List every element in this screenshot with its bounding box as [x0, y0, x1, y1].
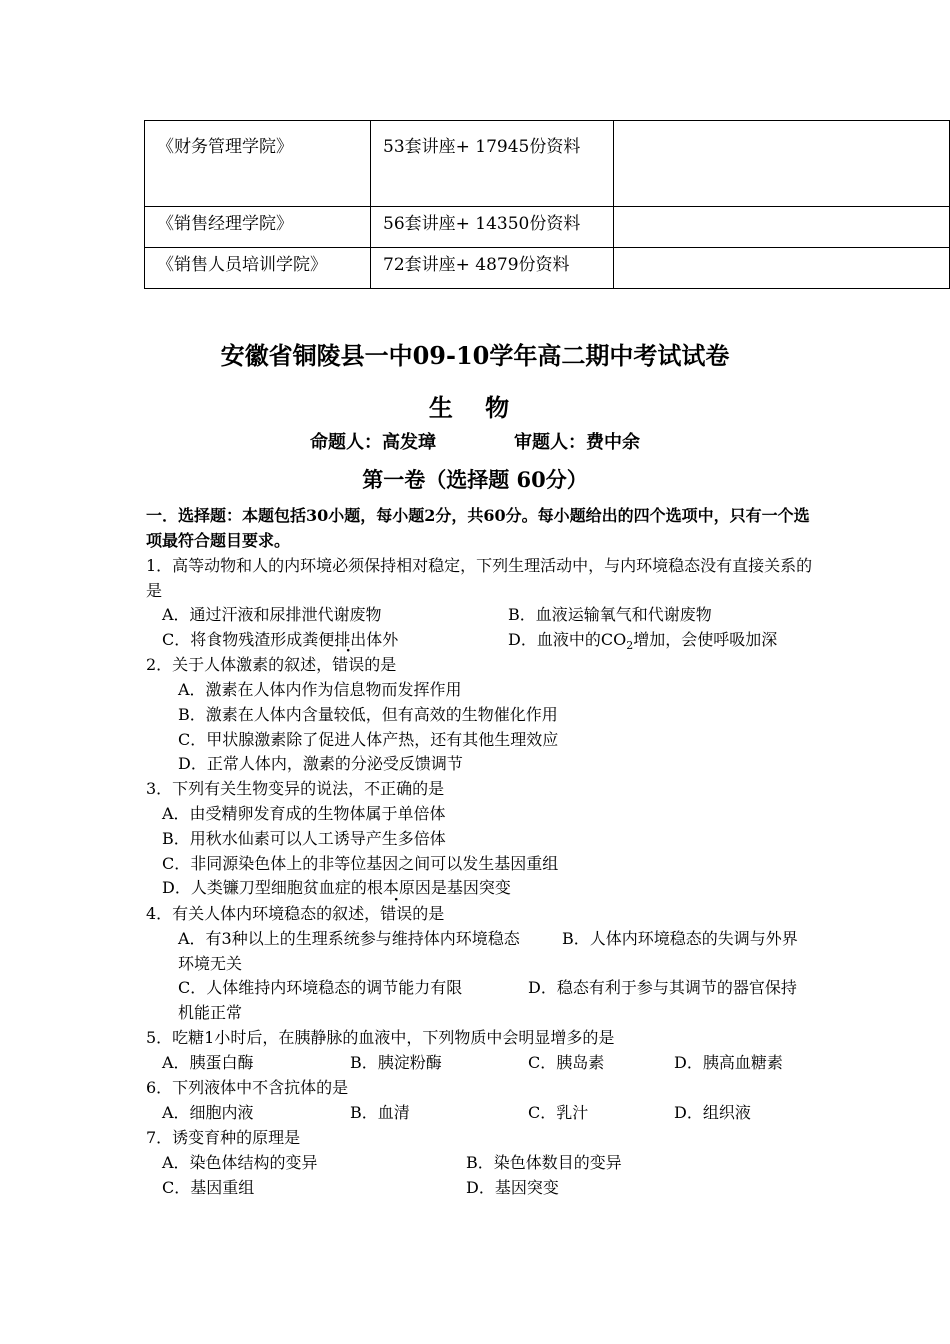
- question-2-stem: [146, 653, 396, 678]
- q4-stem-pre: 4．有关人体内环境稳态的叙述，: [146, 904, 381, 923]
- course-note-cell: [614, 248, 950, 289]
- instructions: 一．选择题：本题包括30小题，每小题2分，共60分。每小题给出的四个选项中，只有一个选项最符合题目要求。: [146, 506, 810, 550]
- q1-option-d-sub: 2: [626, 639, 634, 653]
- section-title: 第一卷（选择题 60分）: [362, 467, 588, 492]
- q6-option-d: D．组织液: [674, 1103, 751, 1122]
- q5-option-d: D．胰高血糖素: [674, 1053, 783, 1072]
- q1-option-a: A．通过汗液和尿排泄代谢废物: [162, 605, 382, 624]
- exam-title: 安徽省铜陵县一中09-10学年高二期中考试试卷: [220, 341, 730, 370]
- q4-stem-emphasis: 错误: [380, 904, 413, 923]
- q7-option-b: B．染色体数目的变异: [466, 1153, 622, 1172]
- q2-stem-post: 的是: [364, 655, 397, 674]
- table-row: [145, 207, 950, 248]
- course-content-text: 53套讲座+ 17945份资料: [383, 137, 581, 157]
- question-3-stem: 3．下列有关生物变异的说法，不正确的是: [146, 779, 445, 798]
- question-5-stem: 5．吃糖1小时后，在胰静脉的血液中，下列物质中会明显增多的是: [146, 1028, 615, 1047]
- question-7-stem: 7．诱变育种的原理是: [146, 1128, 301, 1147]
- q5-option-c: C．胰岛素: [528, 1053, 605, 1072]
- q3-option-c: C．非同源染色体上的非等位基因之间可以发生基因重组: [162, 854, 559, 873]
- q2-option-d: D．正常人体内，激素的分泌受反馈调节: [178, 754, 463, 773]
- q6-option-b: B．血清: [350, 1103, 410, 1122]
- q5-option-b: B．胰淀粉酶: [350, 1053, 442, 1072]
- q1-option-d-pre: D．血液中的CO: [508, 630, 627, 649]
- q7-option-a: A．染色体结构的变异: [162, 1153, 318, 1172]
- course-name-cell: 《销售经理学院》: [145, 207, 371, 248]
- q3-option-d: D．人类镰刀型细胞贫血症的根本原因是基因突变: [162, 878, 511, 897]
- course-note-cell: [614, 121, 950, 207]
- q6-option-a: A．细胞内液: [162, 1103, 254, 1122]
- course-content-cell: 72套讲座+ 4879份资料: [371, 248, 614, 289]
- question-1-stem: 1．高等动物和人的内环境必须保持相对稳定，下列生理活动中，与内环境稳态没有直接关系的是: [146, 556, 813, 600]
- q6-option-c: C．乳汁: [528, 1103, 589, 1122]
- q4-option-c: C．人体维持内环境稳态的调节能力有限: [178, 978, 463, 997]
- q4-option-b: B．人体内环境稳态的失调与外界环境无关: [178, 929, 798, 973]
- q2-option-b: B．激素在人体内含量较低，但有高效的生物催化作用: [178, 705, 558, 724]
- q2-option-a: A．激素在人体内作为信息物而发挥作用: [178, 680, 462, 699]
- q3-option-a: A．由受精卵发育成的生物体属于单倍体: [162, 804, 446, 823]
- table-row: [145, 248, 950, 289]
- question-4-stem: [146, 902, 444, 927]
- course-name-cell: 《财务管理学院》: [145, 121, 371, 207]
- q1-option-d-post: 增加，会使呼吸加深: [633, 630, 778, 649]
- q1-option-d: [508, 628, 777, 659]
- course-name-cell: 《销售人员培训学院》: [145, 248, 371, 289]
- q4-stem-post: 的是: [412, 904, 445, 923]
- course-note-cell: [614, 207, 950, 248]
- course-table: [144, 120, 950, 289]
- q5-option-a: A．胰蛋白酶: [162, 1053, 254, 1072]
- course-content-cell: 56套讲座+ 14350份资料: [371, 207, 614, 248]
- q4-option-a: A．有3种以上的生理系统参与维持体内环境稳态: [178, 929, 520, 948]
- question-6-stem: 6．下列液体中不含抗体的是: [146, 1078, 349, 1097]
- q1-option-b: B．血液运输氧气和代谢废物: [508, 605, 712, 624]
- reviewer: 审题人：费中余: [514, 432, 640, 453]
- q4-option-d: D．稳态有利于参与其调节的器官保持机能正常: [178, 978, 797, 1022]
- setter: 命题人：高发璋: [310, 432, 436, 453]
- q7-option-d: D．基因突变: [466, 1178, 559, 1197]
- table-row: [145, 121, 950, 207]
- subject-title: 生 物: [428, 393, 522, 422]
- q2-stem-emphasis: 错误: [332, 655, 365, 674]
- q7-option-c: C．基因重组: [162, 1178, 255, 1197]
- q2-stem-pre: 2．关于人体激素的叙述，: [146, 655, 333, 674]
- q3-option-b: B．用秋水仙素可以人工诱导产生多倍体: [162, 829, 446, 848]
- course-content-cell: [371, 121, 614, 207]
- authors-line: [0, 428, 950, 454]
- q2-option-c: C．甲状腺激素除了促进人体产热，还有其他生理效应: [178, 730, 559, 749]
- q1-option-c: C．将食物残渣形成粪便排出体外: [162, 630, 399, 649]
